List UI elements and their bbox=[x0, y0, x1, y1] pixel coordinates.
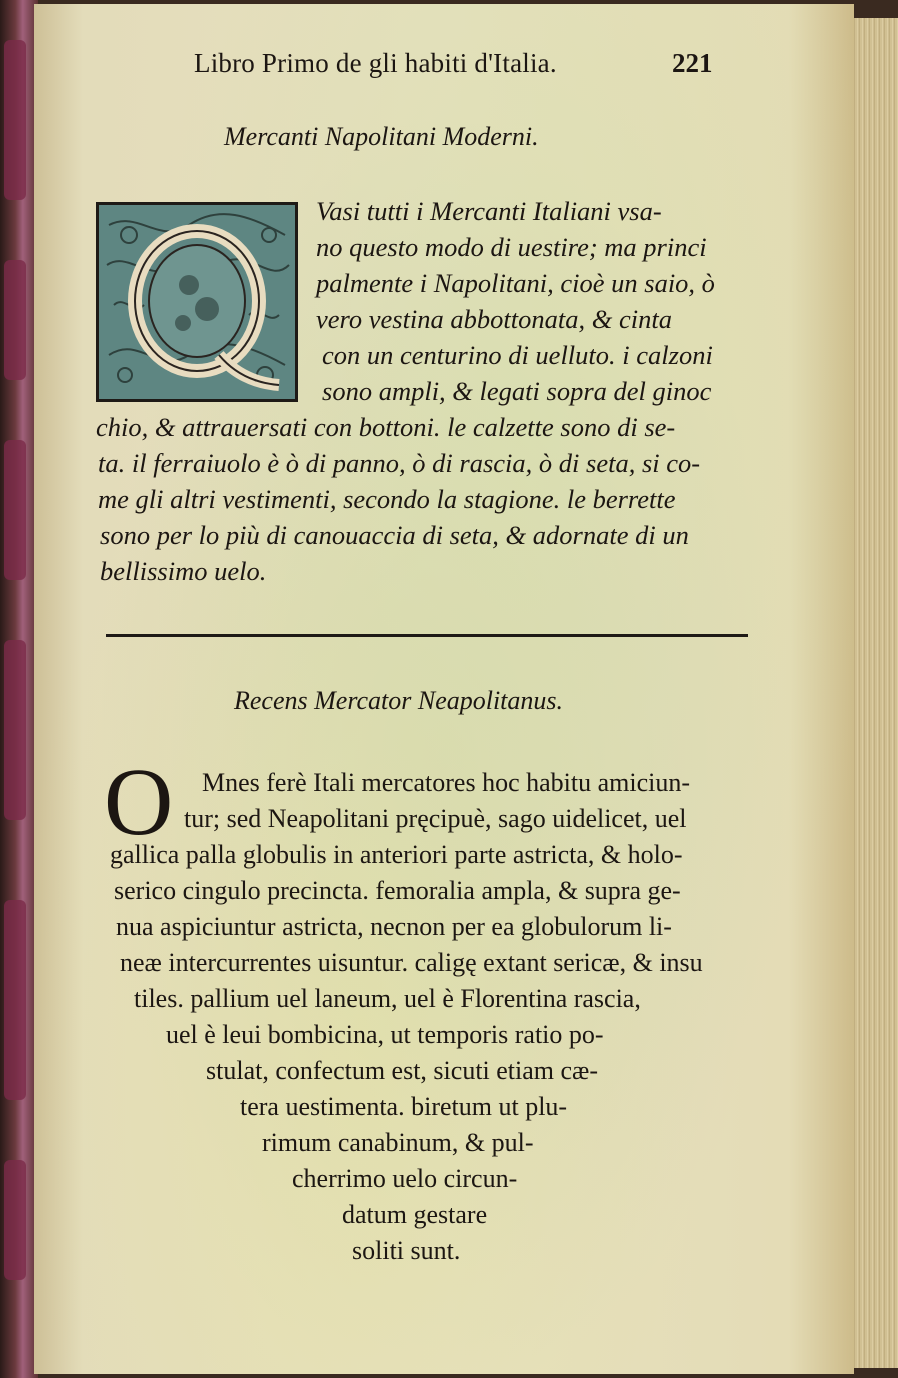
text-line: chio, & attrauersati con bottoni. le calzette sono di se- bbox=[96, 412, 676, 442]
text-line: tur; sed Neapolitani pręcipuè, sago uidelicet, uel bbox=[184, 804, 687, 833]
italian-heading: Mercanti Napolitani Moderni. bbox=[224, 122, 539, 151]
text-line: con un centurino di uelluto. i calzoni bbox=[322, 340, 713, 370]
text-line: neæ intercurrentes uisuntur. caligę extant sericæ, & insu bbox=[120, 948, 703, 977]
section-divider bbox=[106, 634, 748, 637]
text-line: me gli altri vestimenti, secondo la stagione. le berrette bbox=[98, 484, 676, 514]
running-title: Libro Primo de gli habiti d'Italia. bbox=[194, 48, 557, 78]
drop-cap-o: O bbox=[104, 748, 174, 855]
running-head bbox=[34, 48, 854, 88]
book-page bbox=[34, 4, 854, 1374]
text-line: cherrimo uelo circun- bbox=[292, 1164, 518, 1193]
text-line: Vasi tutti i Mercanti Italiani vsa- bbox=[316, 196, 662, 226]
text-line: bellissimo uelo. bbox=[100, 556, 267, 586]
page-number: 221 bbox=[672, 48, 713, 78]
text-line: serico cingulo precincta. femoralia ampla, & supra ge- bbox=[114, 876, 681, 905]
text-line: gallica palla globulis in anteriori parte astricta, & holo- bbox=[110, 840, 683, 869]
text-line: sono per lo più di canouaccia di seta, & adornate di un bbox=[100, 520, 689, 550]
text-line: Mnes ferè Itali mercatores hoc habitu amiciun- bbox=[202, 768, 691, 797]
text-line: uel è leui bombicina, ut temporis ratio po- bbox=[166, 1020, 604, 1049]
text-line: rimum canabinum, & pul- bbox=[262, 1128, 534, 1157]
latin-heading: Recens Mercator Neapolitanus. bbox=[234, 686, 564, 715]
text-line: palmente i Napolitani, cioè un saio, ò bbox=[316, 268, 715, 298]
text-line: sono ampli, & legati sopra del ginoc bbox=[322, 376, 712, 406]
text-line: nua aspiciuntur astricta, necnon per ea globulorum li- bbox=[116, 912, 672, 941]
ornament-initial-icon bbox=[99, 205, 295, 399]
text-line: vero vestina abbottonata, & cinta bbox=[316, 304, 672, 334]
text-line: soliti sunt. bbox=[352, 1236, 461, 1265]
decorated-initial-q bbox=[96, 202, 298, 402]
text-line: tiles. pallium uel laneum, uel è Florentina rascia, bbox=[134, 984, 641, 1013]
text-line: tera uestimenta. biretum ut plu- bbox=[240, 1092, 568, 1121]
text-line: stulat, confectum est, sicuti etiam cæ- bbox=[206, 1056, 599, 1085]
text-line: datum gestare bbox=[342, 1200, 488, 1229]
text-line: ta. il ferraiuolo è ò di panno, ò di rascia, ò di seta, si co- bbox=[98, 448, 701, 478]
text-line: no questo modo di uestire; ma princi bbox=[316, 232, 707, 262]
binding-edge bbox=[0, 0, 38, 1378]
